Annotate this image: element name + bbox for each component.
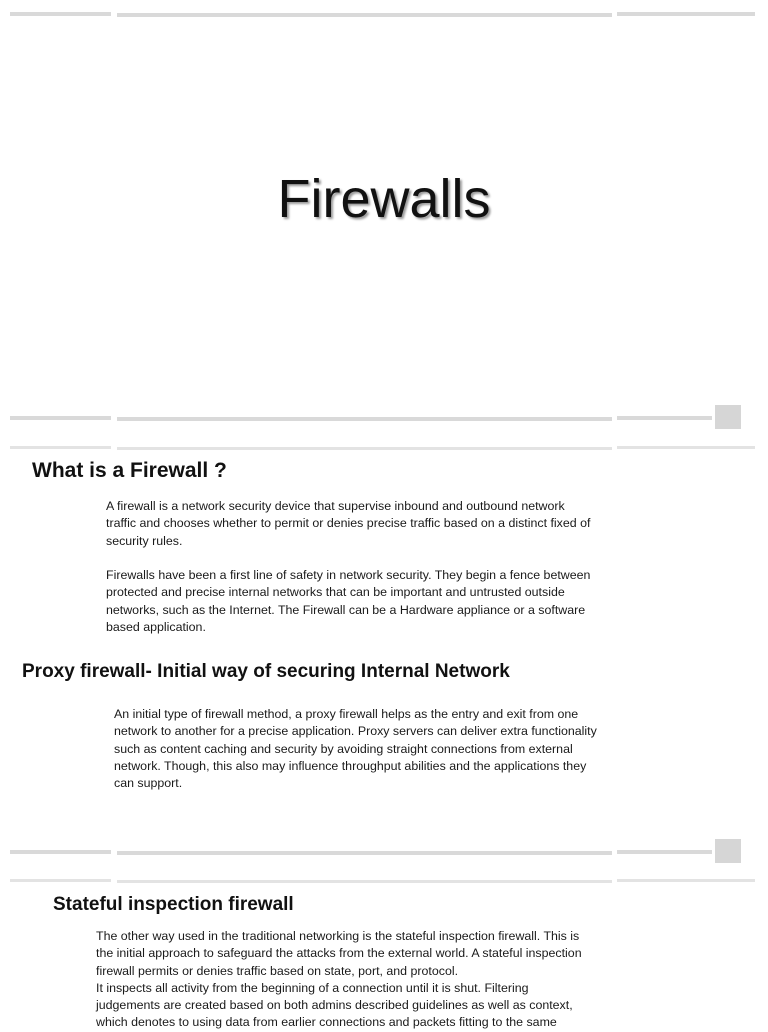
slide-divider: [10, 850, 111, 854]
section-heading-proxy-firewall: Proxy firewall- Initial way of securing Internal Network: [22, 661, 510, 682]
paragraph-firewall-role: Firewalls have been a first line of safety in network security. They begin a fence between protected and precise internal networks that can be important and untrusted outside networks, such as the Internet. The Firewall can be a Hardware appliance or a software based application.: [106, 568, 591, 634]
section-heading-what-is-firewall: What is a Firewall ?: [32, 459, 227, 482]
slide-divider: [617, 446, 755, 449]
slide-divider: [117, 13, 612, 17]
slide-divider: [617, 850, 712, 854]
section-heading-stateful-inspection: Stateful inspection firewall: [53, 894, 294, 915]
slide-corner-box: [715, 839, 741, 863]
slide-divider: [617, 416, 712, 420]
slide-divider: [117, 851, 612, 855]
slide-divider: [10, 416, 111, 420]
slide-corner-box: [715, 405, 741, 429]
slide-divider: [117, 880, 612, 883]
slide-divider: [617, 879, 755, 882]
slide-divider: [10, 446, 111, 449]
slide-title: Firewalls: [277, 169, 491, 229]
slide-divider: [117, 447, 612, 450]
slide-divider: [10, 12, 111, 16]
slide-divider: [10, 879, 111, 882]
slide-divider: [117, 417, 612, 421]
paragraph-firewall-definition: A firewall is a network security device that supervise inbound and outbound network traffic and chooses whether to permit or denies precise traffic based on a distinct fixed of security rules.: [106, 499, 591, 548]
paragraph-stateful-inspection: The other way used in the traditional networking is the stateful inspection firewall. This is the initial approach to safeguard the attacks from the external world. A stateful inspection firewall permits or denies traffic based on state, port, and protocol. It inspects all activity from the beginning of a connection until it is shut. Filtering judgements are created based on both admins described guidelines as well as context, which denotes to using data from earlier connections and packets fitting to the same: [96, 929, 582, 1030]
paragraph-proxy-firewall: An initial type of firewall method, a proxy firewall helps as the entry and exit from one network to another for a precise application. Proxy servers can deliver extra functionality such as content caching and security by avoiding straight connections from external network. Though, this also may influence throughput abilities and the applications they can support.: [114, 707, 597, 791]
slide-divider: [617, 12, 755, 16]
